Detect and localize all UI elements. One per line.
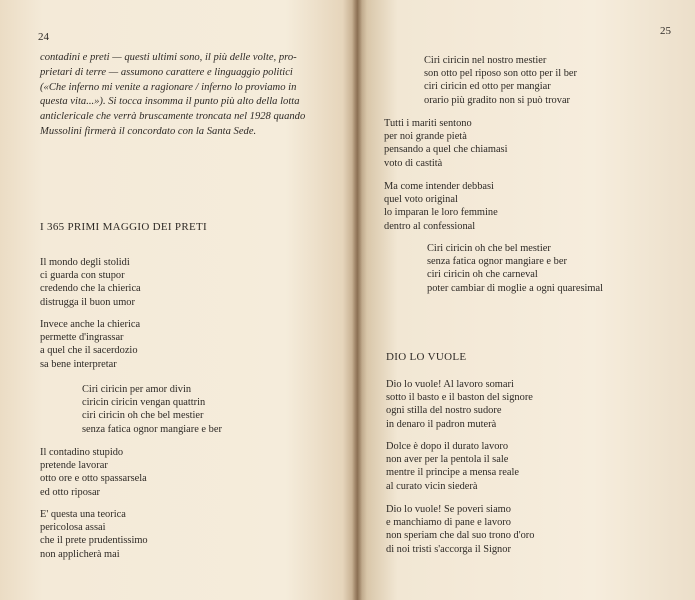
verse-line: pensando a quel che chiamasi bbox=[384, 144, 508, 156]
text-line: Mussolini firmerà il concordato con la Santa Sede. bbox=[40, 125, 257, 137]
verse-line: dentro al confessional bbox=[384, 220, 476, 232]
verse-line: Ciri ciricin oh che bel mestier bbox=[427, 243, 551, 254]
refrain-stanza bbox=[424, 54, 577, 107]
verse-line: Invece anche la chierica bbox=[40, 319, 141, 330]
verse-line: per noi grande pietà bbox=[384, 131, 467, 143]
stanza bbox=[384, 180, 498, 233]
book-gutter bbox=[352, 0, 362, 600]
verse-line: credendo che la chierica bbox=[40, 283, 141, 295]
verse-line: otto ore e otto spassarsela bbox=[40, 473, 147, 485]
verse-line: e manchiamo di pane e lavoro bbox=[386, 517, 511, 529]
section-title: I 365 PRIMI MAGGIO DEI PRETI bbox=[40, 221, 207, 233]
verse-line: a quel che il sacerdozio bbox=[40, 345, 138, 357]
stanza bbox=[386, 440, 519, 493]
stanza bbox=[40, 508, 148, 561]
intro-paragraph bbox=[40, 51, 340, 140]
verse-line: lo imparan le loro femmine bbox=[384, 207, 498, 219]
verse-line: sotto il basto e il baston del signore bbox=[386, 392, 533, 404]
verse-line: pretende lavorar bbox=[40, 460, 108, 472]
verse-line: Il contadino stupido bbox=[40, 447, 124, 458]
verse-line: ciri ciricin oh che carneval bbox=[427, 269, 538, 281]
verse-line: senza fatica ognor mangiare e ber bbox=[427, 256, 567, 268]
verse-line: Tutti i mariti sentono bbox=[384, 118, 472, 129]
text-line: anticlericale che verrà bruscamente troncata nel 1928 quando bbox=[40, 111, 306, 123]
verse-line: Dolce è dopo il durato lavoro bbox=[386, 441, 509, 452]
page-number: 25 bbox=[660, 25, 671, 37]
verse-line: non applicherà mai bbox=[40, 548, 120, 560]
verse-line: poter cambiar di moglie a ogni quaresimal bbox=[427, 282, 604, 294]
verse-line: ciri ciricin ed otto per mangiar bbox=[424, 81, 551, 93]
verse-line: ci guarda con stupor bbox=[40, 270, 125, 282]
stanza bbox=[384, 117, 508, 170]
stanza bbox=[386, 503, 534, 556]
verse-line: Il mondo degli stolidi bbox=[40, 257, 130, 268]
verse-line: senza fatica ognor mangiare e ber bbox=[82, 423, 222, 435]
verse-line: ciricin ciricin vengan quattrin bbox=[82, 397, 206, 409]
verse-line: distrugga il buon umor bbox=[40, 296, 135, 308]
verse-line: orario più gradito non si può trovar bbox=[424, 94, 571, 106]
stanza bbox=[386, 378, 533, 431]
verse-line: sa bene interpretar bbox=[40, 358, 117, 370]
text-line: contadini e preti — questi ultimi sono, il più delle volte, pro- bbox=[40, 52, 297, 63]
verse-line: Ciri ciricin nel nostro mestier bbox=[424, 55, 547, 66]
stanza bbox=[40, 446, 147, 499]
verse-line: non speriam che dal suo trono d'oro bbox=[386, 530, 535, 542]
refrain-stanza bbox=[427, 242, 603, 295]
verse-line: son otto pel riposo son otto per il ber bbox=[424, 68, 577, 80]
text-line: prietari di terre — assumono carattere e linguaggio politici bbox=[40, 66, 293, 78]
stanza bbox=[40, 318, 140, 371]
verse-line: mentre il principe a mensa reale bbox=[386, 467, 519, 479]
verse-line: che il prete prudentissimo bbox=[40, 535, 148, 547]
verse-line: ogni stilla del nostro sudore bbox=[386, 405, 502, 417]
stanza bbox=[40, 256, 141, 309]
verse-line: non aver per la pentola il sale bbox=[386, 454, 509, 466]
verse-line: al curato vicin siederà bbox=[386, 480, 478, 492]
verse-line: voto di castità bbox=[384, 157, 443, 169]
section-title: DIO LO VUOLE bbox=[386, 351, 467, 363]
verse-line: Ciri ciricin per amor divin bbox=[82, 384, 192, 395]
right-page bbox=[357, 0, 695, 600]
refrain-stanza bbox=[82, 383, 222, 436]
verse-line: Dio lo vuole! Se poveri siamo bbox=[386, 504, 511, 515]
page-number: 24 bbox=[38, 31, 49, 43]
verse-line: di noi tristi s'accorga il Signor bbox=[386, 543, 511, 555]
verse-line: Ma come intender debbasi bbox=[384, 181, 494, 192]
verse-line: quel voto original bbox=[384, 194, 458, 206]
verse-line: ed otto riposar bbox=[40, 486, 101, 498]
verse-line: pericolosa assai bbox=[40, 522, 106, 534]
verse-line: permette d'ingrassar bbox=[40, 332, 124, 344]
text-line: questa vita...»). Si tocca insomma il punto più alto della lotta bbox=[40, 96, 300, 108]
verse-line: E' questa una teorica bbox=[40, 509, 126, 520]
verse-line: ciri ciricin oh che bel mestier bbox=[82, 410, 204, 422]
verse-line: Dio lo vuole! Al lavoro somari bbox=[386, 379, 514, 390]
verse-line: in denaro il padron muterà bbox=[386, 418, 497, 430]
text-line: («Che inferno mi venite a ragionare / inferno lo proviamo in bbox=[40, 81, 297, 93]
